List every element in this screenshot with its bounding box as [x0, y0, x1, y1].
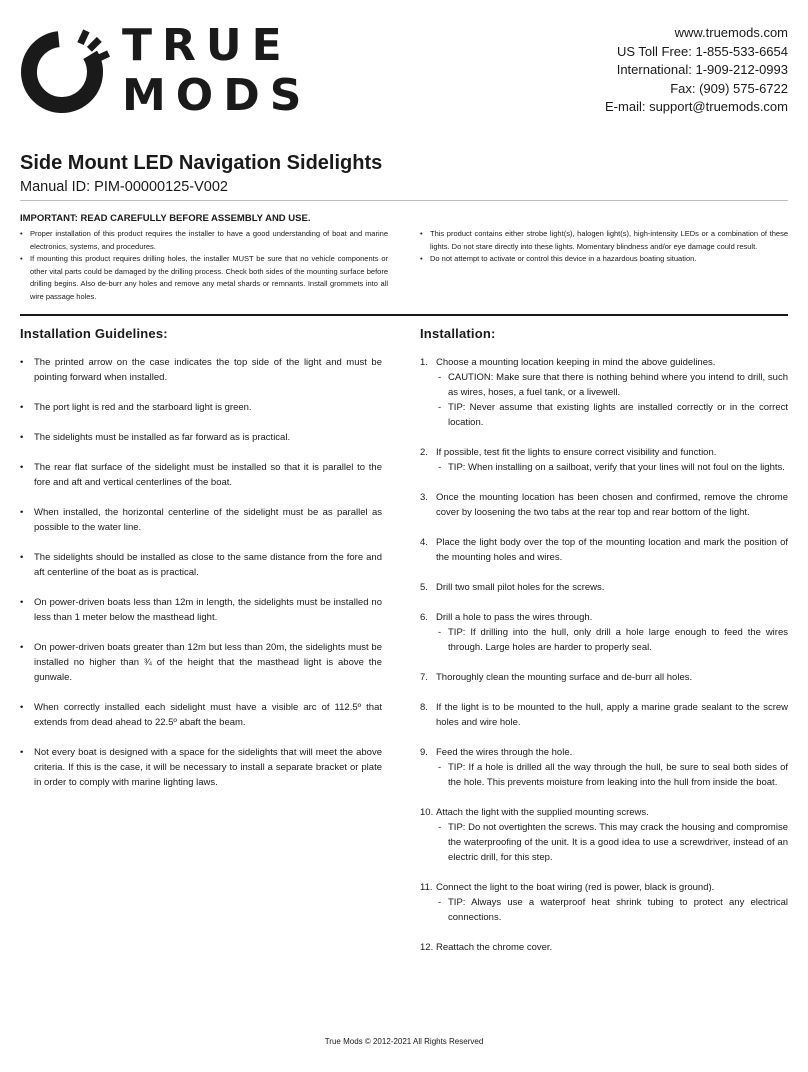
contact-email[interactable]: E-mail: support@truemods.com: [605, 99, 788, 114]
brand-logo: [18, 20, 312, 121]
step-text: Thoroughly clean the mounting surface and de-burr all holes.: [436, 672, 693, 683]
guideline-item: • When installed, the horizontal centerline of the sidelight must be as parallel as possible to the water line.: [20, 505, 382, 535]
step-text: Once the mounting location has been chosen and confirmed, remove the chrome cover by loosening the two tabs at the rear top and rear bottom of the light.: [436, 492, 788, 518]
step-number: 11.: [420, 882, 433, 893]
important-right-column: [420, 228, 788, 303]
logo-word-true: TRUE: [122, 20, 292, 71]
step-number: 5.: [420, 582, 428, 593]
guidelines-heading: Installation Guidelines:: [20, 326, 168, 341]
contact-toll-free: US Toll Free: 1-855-533-6654: [616, 43, 788, 59]
step-number: 12.: [420, 942, 434, 953]
step-text: Reattach the chrome cover.: [436, 942, 553, 953]
contact-fax: Fax: (909) 575-6722: [670, 80, 788, 96]
step-note: - CAUTION: Make sure that there is nothing behind where you intend to drill, such as wires, hoses, a fuel tank, or a livewell.: [436, 370, 788, 400]
important-item: • Proper installation of this product requires the installer to have a good understanding of boat and marine electronics, systems, and procedures.: [20, 228, 388, 253]
installation-step: [420, 805, 788, 865]
installation-step: [420, 700, 788, 730]
guideline-item: • The sidelights must be installed as far forward as is practical.: [20, 430, 382, 445]
step-text: Drill a hole to pass the wires through.: [436, 612, 593, 623]
step-text: Place the light body over the top of the mounting location and mark the position of the mounting holes and wires.: [436, 537, 788, 563]
contact-international: International: 1-909-212-0993: [616, 62, 788, 77]
contact-website[interactable]: www.truemods.com: [674, 25, 788, 40]
step-text: Feed the wires through the hole.: [436, 747, 573, 758]
installation-section: [420, 326, 788, 970]
step-number: 3.: [420, 492, 428, 503]
installation-step: [420, 445, 788, 475]
step-number: 10.: [420, 807, 434, 818]
installation-step: [420, 355, 788, 430]
step-number: 6.: [420, 612, 428, 623]
step-note: - TIP: If drilling into the hull, only drill a hole large enough to feed the wires through. Large holes are harder to properly seal.: [436, 625, 788, 655]
guideline-item: • On power-driven boats less than 12m in length, the sidelights must be installed no less than 1 meter below the masthead light.: [20, 595, 382, 625]
installation-step: [420, 490, 788, 520]
step-number: 4.: [420, 537, 428, 548]
important-heading: IMPORTANT: READ CAREFULLY BEFORE ASSEMBLY AND USE.: [20, 213, 311, 224]
step-text: Connect the light to the boat wiring (red is power, black is ground).: [436, 882, 715, 893]
guideline-item: • The port light is red and the starboard light is green.: [20, 400, 382, 415]
guidelines-section: [20, 326, 382, 805]
contact-block: [605, 24, 788, 117]
important-item: • This product contains either strobe light(s), halogen light(s), high-intensity LEDs or a combination of these lights. Do not stare directly into these lights. Momentary blindness and/or eye damage could result.: [420, 228, 788, 253]
important-notice: [20, 200, 788, 303]
important-item: • If mounting this product requires drilling holes, the installer MUST be sure that no vehicle components or other vital parts could be damaged by the drilling process. Check both sides of the mounting surface before drilling begins. Also de-burr any holes and remove any metal shards or remnants. Install grommets into all wire passage holes.: [20, 253, 388, 303]
step-text: Attach the light with the supplied mounting screws.: [436, 807, 649, 818]
installation-step: [420, 610, 788, 655]
installation-step: [420, 580, 788, 595]
installation-step: [420, 940, 788, 955]
step-note: - TIP: When installing on a sailboat, verify that your lines will not foul on the lights.: [436, 460, 788, 475]
step-number: 2.: [420, 447, 428, 458]
installation-heading: Installation:: [420, 326, 496, 341]
installation-step: [420, 745, 788, 790]
step-number: 9.: [420, 747, 428, 758]
document-title: Side Mount LED Navigation Sidelights: [20, 152, 383, 174]
guideline-item: • The sidelights should be installed as close to the same distance from the fore and aft centerline of the boat as is practical.: [20, 550, 382, 580]
manual-id: Manual ID: PIM-00000125-V002: [20, 179, 228, 195]
step-text: If possible, test fit the lights to ensure correct visibility and function.: [436, 447, 717, 458]
step-number: 1.: [420, 357, 428, 368]
important-left-column: [20, 228, 388, 303]
installation-step: [420, 880, 788, 925]
step-text: Choose a mounting location keeping in mind the above guidelines.: [436, 357, 716, 368]
guideline-item: • On power-driven boats greater than 12m but less than 20m, the sidelights must be installed no higher than ¾ of the height that the masthead light is above the gunwale.: [20, 640, 382, 685]
step-number: 8.: [420, 702, 428, 713]
installation-step: [420, 535, 788, 565]
section-divider: [20, 314, 788, 316]
step-note: - TIP: Never assume that existing lights are installed correctly or in the correct location.: [436, 400, 788, 430]
footer-copyright: True Mods © 2012-2021 All Rights Reserved: [324, 1037, 484, 1046]
logo-word-mods: MODS: [122, 70, 312, 121]
guideline-item: • When correctly installed each sidelight must have a visible arc of 112.5º that extends from dead ahead to 22.5º abaft the beam.: [20, 700, 382, 730]
guideline-item: • The rear flat surface of the sidelight must be installed so that it is parallel to the fore and aft and vertical centerlines of the boat.: [20, 460, 382, 490]
step-note: - TIP: Do not overtighten the screws. This may crack the housing and compromise the waterproofing of the unit. It is a good idea to use a screwdriver, instead of an electric drill, for this step.: [436, 820, 788, 865]
installation-step: [420, 670, 788, 685]
guideline-item: • Not every boat is designed with a space for the sidelights that will meet the above criteria. If this is the case, it will be necessary to install a separate bracket or plate in order to comply with marine lighting laws.: [20, 745, 382, 790]
step-text: Drill two small pilot holes for the screws.: [436, 582, 605, 593]
step-text: If the light is to be mounted to the hull, apply a marine grade sealant to the screw holes and wire hole.: [436, 702, 788, 728]
step-note: - TIP: Always use a waterproof heat shrink tubing to protect any electrical connections.: [436, 895, 788, 925]
step-number: 7.: [420, 672, 428, 683]
guideline-item: • The printed arrow on the case indicates the top side of the light and must be pointing forward when installed.: [20, 355, 382, 385]
step-note: - TIP: If a hole is drilled all the way through the hull, be sure to seal both sides of the hole. This prevents moisture from leaking into the hull from inside the boat.: [436, 760, 788, 790]
important-item: • Do not attempt to activate or control this device in a hazardous boating situation.: [420, 253, 788, 266]
logo-ring-icon: [18, 22, 114, 118]
